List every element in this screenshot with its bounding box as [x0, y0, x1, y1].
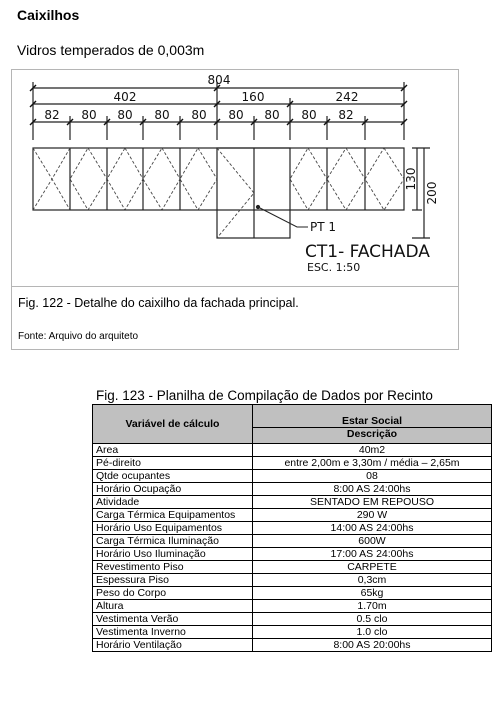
header-description: Descrição: [253, 427, 492, 443]
table-row: [93, 626, 492, 639]
section-title: Caixilhos: [17, 7, 80, 23]
facade-drawing: [12, 70, 458, 287]
table-row: [93, 522, 492, 535]
table-row: [93, 574, 492, 587]
row-value: entre 2,00m e 3,30m / média – 2,65m: [253, 457, 492, 470]
table-row: [93, 457, 492, 470]
dim-panel-3: 80: [117, 108, 133, 122]
table-row: [93, 548, 492, 561]
row-label: Vestimenta Verão: [93, 613, 253, 626]
row-label: Carga Térmica Equipamentos: [93, 509, 253, 522]
row-value: 290 W: [253, 509, 492, 522]
table-row: [93, 639, 492, 652]
row-label: Carga Térmica Iluminação: [93, 535, 253, 548]
row-value: CARPETE: [253, 561, 492, 574]
row-value: 8:00 AS 20:00hs: [253, 639, 492, 652]
dim-height-small: 130: [404, 167, 418, 191]
row-value: 08: [253, 470, 492, 483]
row-value: 14:00 AS 24:00hs: [253, 522, 492, 535]
table-row: [93, 509, 492, 522]
table-row: [93, 600, 492, 613]
row-value: 600W: [253, 535, 492, 548]
table-row: [93, 444, 492, 457]
row-label: Revestimento Piso: [93, 561, 253, 574]
row-value: 1.0 clo: [253, 626, 492, 639]
row-label: Pé-direito: [93, 457, 253, 470]
dim-height-total: 200: [425, 181, 439, 205]
dim-group-1: 402: [113, 90, 137, 104]
data-table: [92, 404, 492, 652]
dim-panel-7: 80: [264, 108, 280, 122]
dim-panel-8: 80: [301, 108, 317, 122]
table-row: [93, 613, 492, 626]
dim-group-3: 242: [335, 90, 359, 104]
figure-122-caption: Fig. 122 - Detalhe do caixilho da fachada principal.: [18, 296, 299, 310]
dim-panel-9: 82: [338, 108, 354, 122]
row-label: Area: [93, 444, 253, 457]
glass-note: Vidros temperados de 0,003m: [17, 42, 205, 58]
row-value: 1.70m: [253, 600, 492, 613]
row-value: 17:00 AS 24:00hs: [253, 548, 492, 561]
drawing-scale: ESC. 1:50: [307, 261, 361, 274]
row-label: Espessura Piso: [93, 574, 253, 587]
row-value: SENTADO EM REPOUSO: [253, 496, 492, 509]
row-label: Altura: [93, 600, 253, 613]
table-row: [93, 496, 492, 509]
drawing-title: CT1- FACHADA: [305, 242, 430, 262]
table-row: [93, 470, 492, 483]
row-value: 40m2: [253, 444, 492, 457]
table-row: [93, 587, 492, 600]
dim-panel-6: 80: [228, 108, 244, 122]
figure-123-caption: Fig. 123 - Planilha de Compilação de Dados por Recinto: [96, 388, 433, 403]
row-label: Horário Ventilação: [93, 639, 253, 652]
dim-panel-2: 80: [81, 108, 97, 122]
figure-122-source: Fonte: Arquivo do arquiteto: [18, 331, 139, 342]
figure-122: [11, 69, 459, 350]
row-label: Horário Uso Iluminação: [93, 548, 253, 561]
row-value: 0.5 clo: [253, 613, 492, 626]
row-value: 65kg: [253, 587, 492, 600]
row-label: Qtde ocupantes: [93, 470, 253, 483]
row-value: 8:00 AS 24:00hs: [253, 483, 492, 496]
dim-panel-1: 82: [44, 108, 60, 122]
dim-panel-5: 80: [191, 108, 207, 122]
row-label: Vestimenta Inverno: [93, 626, 253, 639]
header-room: Estar Social: [253, 405, 492, 428]
table-row: [93, 535, 492, 548]
table-row: [93, 483, 492, 496]
row-label: Horário Ocupação: [93, 483, 253, 496]
row-label: Peso do Corpo: [93, 587, 253, 600]
dim-panel-4: 80: [154, 108, 170, 122]
header-variable: Variável de cálculo: [93, 405, 253, 444]
facade-drawing-svg: [12, 70, 458, 286]
row-value: 0,3cm: [253, 574, 492, 587]
pt-label: PT 1: [310, 220, 337, 234]
row-label: Atividade: [93, 496, 253, 509]
table-row: [93, 561, 492, 574]
row-label: Horário Uso Equipamentos: [93, 522, 253, 535]
dim-total: 804: [207, 73, 231, 87]
dim-group-2: 160: [241, 90, 265, 104]
